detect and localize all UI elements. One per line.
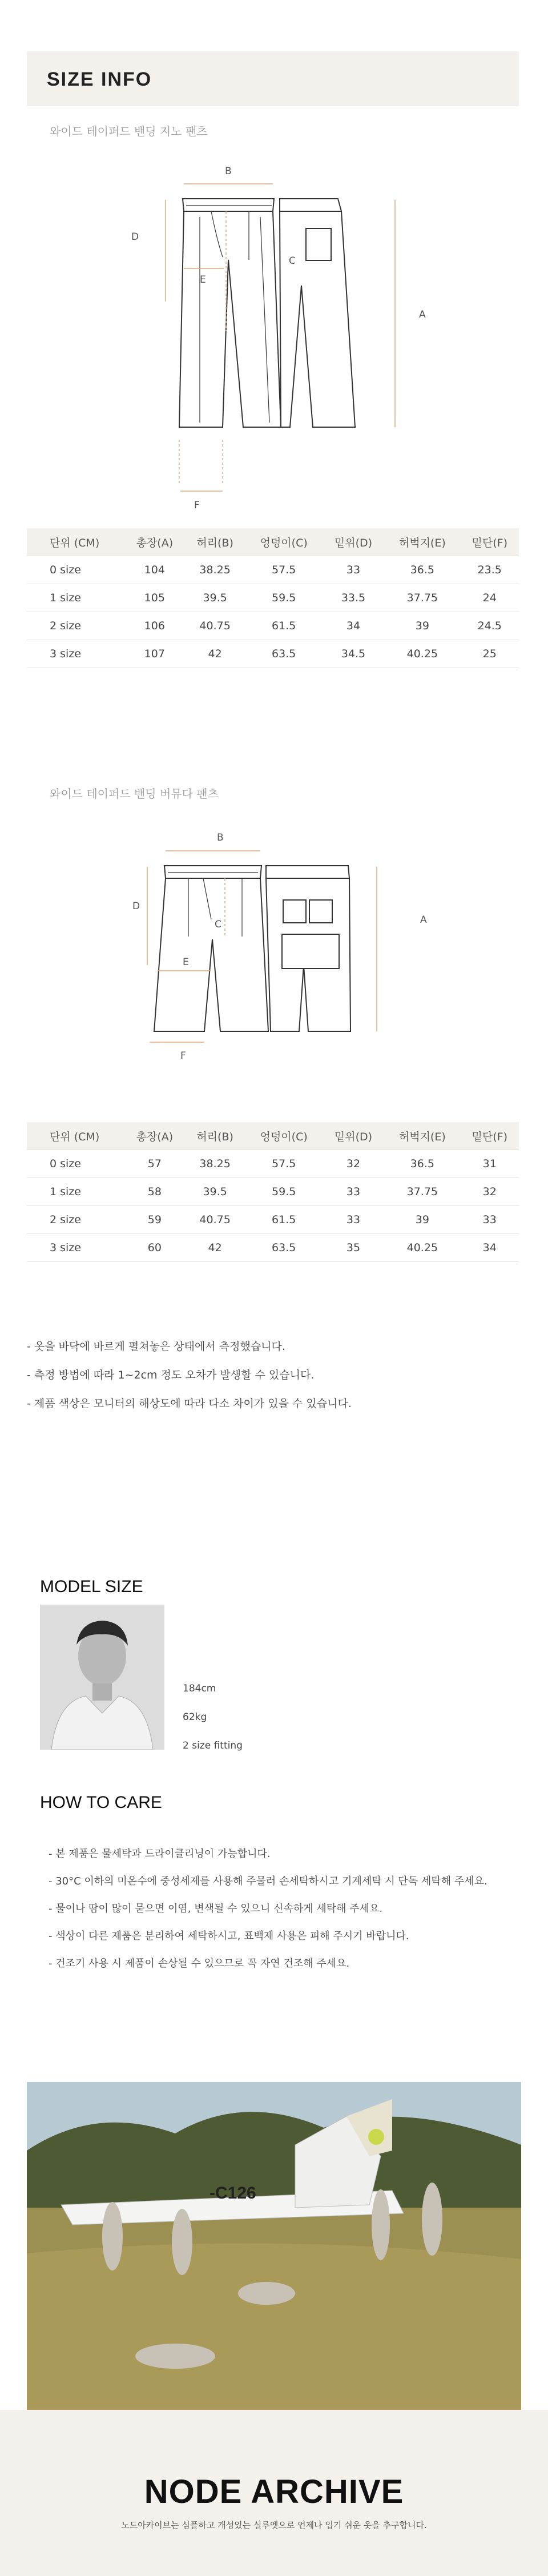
care-item: - 물이나 땀이 많이 묻으면 이염, 변색될 수 있으니 신속하게 세탁해 주세요.	[49, 1903, 383, 1915]
brand-logo: NODE ARCHIVE	[144, 2473, 404, 2510]
care-item: - 건조기 사용 시 제품이 손상될 수 있으므로 꼭 자연 건조해 주세요.	[49, 1958, 350, 1970]
table-cell: 40.25	[384, 1234, 460, 1262]
table-cell: 107	[124, 640, 185, 668]
table-header-cell: 총장(A)	[124, 528, 185, 556]
table-header-cell: 엉덩이(C)	[245, 528, 323, 556]
table-cell: 3 size	[27, 640, 124, 668]
table-cell: 0 size	[27, 556, 124, 584]
table-cell: 34.5	[323, 640, 384, 668]
table-cell: 39	[384, 1206, 460, 1234]
size-info-header	[27, 51, 519, 106]
table-cell: 34	[461, 1234, 519, 1262]
table-cell: 39.5	[185, 584, 245, 612]
table-row	[27, 584, 519, 612]
field-plane-scene	[27, 2082, 521, 2410]
measurement-note: - 측정 방법에 따라 1~2cm 정도 오차가 발생할 수 있습니다.	[27, 1369, 315, 1381]
model-size-heading: MODEL SIZE	[40, 1577, 143, 1596]
table-cell: 35	[323, 1234, 384, 1262]
table-cell: 57.5	[245, 556, 323, 584]
table-row	[27, 612, 519, 640]
table-header-cell: 허벅지(E)	[384, 1122, 460, 1150]
dim-label-d: D	[131, 231, 139, 243]
table-cell: 58	[124, 1178, 185, 1206]
care-item: - 색상이 다른 제품은 분리하여 세탁하시고, 표백제 사용은 피해 주시기 바랍니다.	[49, 1930, 409, 1942]
table-row	[27, 556, 519, 584]
product-title: 와이드 테이퍼드 밴딩 지노 팬츠	[50, 124, 208, 138]
table-cell: 34	[323, 612, 384, 640]
table-cell: 3 size	[27, 1234, 124, 1262]
dim-label-e: E	[183, 957, 189, 968]
table-cell: 32	[323, 1150, 384, 1178]
table-cell: 1 size	[27, 584, 124, 612]
table-cell: 60	[124, 1234, 185, 1262]
model-fitting: 2 size fitting	[183, 1740, 243, 1751]
table-header-row	[27, 1122, 519, 1150]
dim-label-b: B	[217, 832, 224, 843]
table-header-cell: 총장(A)	[124, 1122, 185, 1150]
table-cell: 57	[124, 1150, 185, 1178]
table-cell: 32	[461, 1178, 519, 1206]
table-cell: 63.5	[245, 640, 323, 668]
model-weight: 62kg	[183, 1711, 207, 1723]
table-cell: 40.25	[384, 640, 460, 668]
dim-label-c: C	[215, 919, 221, 930]
table-header-cell: 단위 (CM)	[27, 1122, 124, 1150]
table-cell: 33	[323, 556, 384, 584]
model-portrait-image	[40, 1605, 164, 1750]
table-cell: 39	[384, 612, 460, 640]
table-cell: 23.5	[461, 556, 519, 584]
table-cell: 59.5	[245, 1178, 323, 1206]
table-cell: 2 size	[27, 612, 124, 640]
table-header-cell: 단위 (CM)	[27, 528, 124, 556]
table-row	[27, 1178, 519, 1206]
size-table-bermuda	[27, 1122, 519, 1262]
table-cell: 61.5	[245, 612, 323, 640]
table-cell: 39.5	[185, 1178, 245, 1206]
table-cell: 33.5	[323, 584, 384, 612]
table-cell: 1 size	[27, 1178, 124, 1206]
table-row	[27, 1150, 519, 1178]
dim-label-a: A	[420, 914, 427, 926]
dim-label-e: E	[200, 274, 206, 286]
table-cell: 106	[124, 612, 185, 640]
care-item: - 본 제품은 물세탁과 드라이클리닝이 가능합니다.	[49, 1848, 271, 1860]
table-cell: 24	[461, 584, 519, 612]
dim-label-c: C	[289, 255, 296, 267]
table-row	[27, 1234, 519, 1262]
model-photo	[40, 1605, 164, 1750]
table-header-cell: 밑위(D)	[323, 1122, 384, 1150]
table-header-cell: 밑단(F)	[461, 1122, 519, 1150]
table-header-cell: 밑단(F)	[461, 528, 519, 556]
brand-tagline: 노드아카이브는 심플하고 개성있는 실루엣으로 언제나 입기 쉬운 옷을 추구합니다.	[121, 2520, 427, 2530]
table-header-cell: 밑위(D)	[323, 528, 384, 556]
product-title: 와이드 테이퍼드 밴딩 버뮤다 팬츠	[50, 787, 219, 801]
table-header-row	[27, 528, 519, 556]
table-cell: 57.5	[245, 1150, 323, 1178]
table-cell: 105	[124, 584, 185, 612]
table-cell: 59.5	[245, 584, 323, 612]
table-cell: 40.75	[185, 1206, 245, 1234]
table-row	[27, 1206, 519, 1234]
table-header-cell: 허리(B)	[185, 528, 245, 556]
table-cell: 59	[124, 1206, 185, 1234]
lifestyle-photo	[27, 2082, 521, 2410]
table-row	[27, 640, 519, 668]
dim-label-f: F	[194, 500, 200, 511]
table-cell: 33	[461, 1206, 519, 1234]
table-cell: 31	[461, 1150, 519, 1178]
page-title: SIZE INFO	[47, 69, 152, 90]
table-cell: 42	[185, 1234, 245, 1262]
shorts-diagram	[131, 822, 440, 1062]
dim-label-d: D	[132, 901, 140, 912]
table-cell: 63.5	[245, 1234, 323, 1262]
table-cell: 61.5	[245, 1206, 323, 1234]
table-header-cell: 허리(B)	[185, 1122, 245, 1150]
dim-label-f: F	[180, 1050, 186, 1062]
table-header-cell: 엉덩이(C)	[245, 1122, 323, 1150]
table-cell: 24.5	[461, 612, 519, 640]
dim-label-b: B	[225, 166, 232, 177]
table-cell: 37.75	[384, 584, 460, 612]
table-cell: 36.5	[384, 1150, 460, 1178]
table-cell: 104	[124, 556, 185, 584]
table-cell: 2 size	[27, 1206, 124, 1234]
how-to-care-heading: HOW TO CARE	[40, 1793, 162, 1812]
table-cell: 37.75	[384, 1178, 460, 1206]
table-cell: 25	[461, 640, 519, 668]
table-cell: 36.5	[384, 556, 460, 584]
size-table-jino	[27, 528, 519, 668]
table-cell: 38.25	[185, 556, 245, 584]
plane-registration: -C126	[209, 2184, 256, 2203]
table-cell: 40.75	[185, 612, 245, 640]
table-cell: 33	[323, 1178, 384, 1206]
model-height: 184cm	[183, 1683, 216, 1694]
measurement-note: - 제품 색상은 모니터의 해상도에 따라 다소 차이가 있을 수 있습니다.	[27, 1397, 352, 1410]
care-item: - 30°C 이하의 미온수에 중성세제를 사용해 주물러 손세탁하시고 기계세탁 시 단독 세탁해 주세요.	[49, 1875, 487, 1887]
table-cell: 38.25	[185, 1150, 245, 1178]
dim-label-a: A	[419, 309, 426, 320]
table-cell: 0 size	[27, 1150, 124, 1178]
table-cell: 33	[323, 1206, 384, 1234]
table-header-cell: 허벅지(E)	[384, 528, 460, 556]
measurement-note: - 옷을 바닥에 바르게 펼쳐놓은 상태에서 측정했습니다.	[27, 1340, 285, 1353]
pants-diagram	[131, 154, 440, 514]
table-cell: 42	[185, 640, 245, 668]
